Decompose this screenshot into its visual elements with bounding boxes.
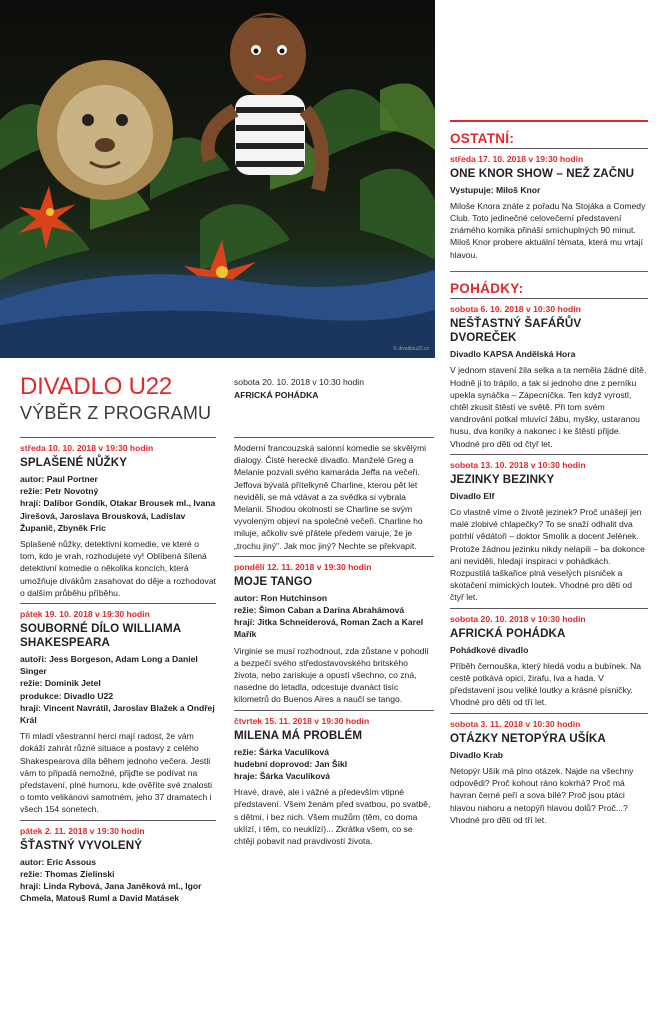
divider [20, 820, 216, 821]
event-description: Hravé, dravé, ale i vážné a především vtipné představení. Všem ženám před svatbou, po svatbě, s dětmi, i bez nich. Všem mužům (těm, co doma uklízí, i těm, co neuklízí)... Zkrátka všem, co se chtějí pobavit nad pravdivostí života. [234, 787, 431, 847]
section-divider [450, 271, 648, 273]
event-date: pátek 2. 11. 2018 v 19:30 hodin [20, 825, 145, 836]
divider [450, 454, 648, 455]
event-title: JEZINKY BEZINKY [450, 472, 555, 486]
event-title: MILENA MÁ PROBLÉM [234, 728, 363, 742]
divider [234, 710, 434, 711]
event-date: sobota 13. 10. 2018 v 10:30 hodin [450, 459, 586, 470]
event-date: čtvrtek 15. 11. 2018 v 19:30 hodin [234, 715, 370, 726]
event-credits: Vystupuje: Miloš Knor [450, 184, 541, 195]
divider [234, 556, 434, 557]
event-credits: autor: Eric Assous režie: Thomas Zielinski hrají: Linda Rybová, Jana Janěková ml., Igor Chmela, Matouš Ruml a David Matásek [20, 856, 202, 904]
event-title: SOUBORNÉ DÍLO WILLIAMA SHAKESPEARA [20, 622, 181, 650]
header-note [234, 376, 364, 401]
event-description: Virginie se musí rozhodnout, zda zůstane v pohodlí a bezpečí svého středostavovského britského života, nebo zariskuje a opustí všechno, co zná, nasedne do letadla, odcestuje dvanáct tisíc kilometrů do Buenos Aires a naučí se tango. [234, 645, 429, 705]
event-date: sobota 6. 10. 2018 v 10:30 hodin [450, 304, 581, 315]
event-credits: autor: Ron Hutchinson režie: Šimon Caban a Darina Abrahámová hrají: Jitka Schneiderová, Roman Zach a Karel Mařík [234, 592, 424, 640]
event-credits: Divadlo KAPSA Andělská Hora [450, 349, 576, 360]
column-right [450, 120, 648, 830]
divider [450, 608, 648, 609]
event-date: sobota 3. 11. 2018 v 10:30 hodin [450, 718, 581, 729]
event-date: sobota 20. 10. 2018 v 10:30 hodin [450, 613, 586, 624]
divider [450, 148, 648, 149]
event-description: Tři mladí všestranní herci mají radost, že vám dokáží zahrát různé situace a postavy z celého Shakespearova díla během jednoho večera. Jestli vám to připadá nemožné, přijďte se podívat na představení, plné humoru, kde ověříte své znalosti o tomto velikánovi samotném, jeho 37 dramatech i všech 154 sonetech. [20, 731, 213, 815]
brand-header [20, 374, 211, 424]
brand-subtitle: VÝBĚR Z PROGRAMU [20, 403, 212, 423]
event-credits: autor: Paul Portner režie: Petr Novotný hrají: Dalibor Gondík, Otakar Brousek ml., Ivana Jirešová, Jaroslava Brousková, Ladislav Županič, Zbyněk Fric [20, 474, 216, 533]
column-middle [234, 437, 434, 851]
event-description: Splašené nůžky, detektivní komedie, ve které o tom, kdo je vrah, rozhodujete vy! Oblíbená šílená detektivní komedie o několika koncích, která umožňuje divákům zasahovat do děje a rozhodovat o dalším průběhu příběhu. [20, 539, 216, 598]
event-credits: Divadlo Elf [450, 490, 495, 501]
event-date: pondělí 12. 11. 2018 v 19:30 hodin [234, 561, 372, 572]
header-note-date: sobota 20. 10. 2018 v 10:30 hodin [234, 377, 364, 387]
event-title: OTÁZKY NETOPÝRA UŠÍKA [450, 731, 606, 745]
divider [450, 713, 648, 714]
divider [20, 603, 216, 604]
section-divider [450, 120, 648, 122]
event-date: středa 10. 10. 2018 v 19:30 hodin [20, 443, 154, 453]
event-description: Netopýr Ušík má plno otázek. Najde na všechny odpovědi? Proč kohout ráno kokrhá? Proč má havran černé peří a sova bílé? Proč jsou ptáci hlavou nahoru a netopýři hlavou dolů? Proč...? Vhodné pro děti od tří let. [450, 765, 634, 825]
puppet-illustration [0, 0, 435, 358]
event-description: Co vlastně víme o životě jezinek? Proč unášejí jen malé zlobivé chlapečky? To se snaží odhalit dva potrhlí vědátoři – doktor Smolík a docent Jelének. Protože žádnou jezinku nikdy nelapili – ba dokonce ani neviděli, hledají inspiraci v pohádkách. Rozpustilá taškařice plná veselých písniček a skotačení mimických loutek. Vhodné pro děti od čtyř let. [450, 507, 645, 603]
event-credits: Pohádkové divadlo [450, 644, 529, 655]
photo-credit: © divadlou22.cz [393, 346, 429, 352]
column-left [20, 437, 216, 904]
event-title: ŠŤASTNÝ VYVOLENÝ [20, 838, 143, 852]
divider [450, 298, 648, 299]
section-heading-pohadky: POHÁDKY: [450, 281, 524, 297]
event-date: středa 17. 10. 2018 v 19:30 hodin [450, 153, 584, 164]
divider [234, 437, 434, 438]
hero-photo [0, 0, 435, 358]
header-note-title: AFRICKÁ POHÁDKA [234, 389, 319, 400]
event-title: ONE KNOR SHOW – NEŽ ZAČNU [450, 166, 635, 180]
event-description: V jednom stavení žila selka a ta neměla žádné dítě. Hodně ji to trápilo, a tak si jednoho dne z perníku upekla synáčka – Zápecníčka. Ten když vyrostl, chtěl zkusit štěstí ve světě. Při tom svém vandrování potkal mluvící žábu, myšky, ustaranou husu, dva koníky a nakonec i ke štěstí přijde. Vhodné pro děti od čtyř let. [450, 365, 647, 449]
lion-puppet [37, 60, 173, 200]
event-credits: režie: Šárka Vaculíková hudební doprovod: Jan Šikl hraje: Šárka Vaculíková [234, 746, 348, 782]
event-credits: autoři: Jess Borgeson, Adam Long a Daniel Singer režie: Dominik Jetel produkce: Divadlo U22 hrají: Vincent Navrátil, Jaroslav Blažek a Ondřej Král [20, 654, 215, 726]
divider [20, 437, 216, 438]
event-title: MOJE TANGO [234, 574, 313, 588]
event-description: Příběh černouška, který hledá vodu a bubínek. Na cestě potkává opici, žirafu, lva a hada. V představení jsou veliké loutky a krásné písničky. Vhodné pro děti od tří let. [450, 660, 642, 708]
event-title: AFRICKÁ POHÁDKA [450, 626, 566, 640]
brand-title: DIVADLO U22 [20, 373, 173, 400]
event-description: Moderní francouzská salonní komedie se skvělými dialogy. Čisté herecké divadlo. Manželé Greg a Melanie pozvali svého kamaráda Jeffa na večeři. Jeffova bývalá přítelkyně Charline, kterou pět let neviděli, se má vdávat a za svědka si vybrala Melanii. Shodou okolností se Charline se svým vyvoleným objeví na společné večeři. Charline ho miluje, ačkoliv své přátele předem varuje, že je „trochu jiný". Jak moc jiný? Nechte se překvapit. [234, 443, 427, 551]
event-description: Miloše Knora znáte z pořadu Na Stojáka a Comedy Club. Toto jedinečné celovečerní představení známého komika přináší smíchuplných 90 minut. Miloš Knor probere aktuální témata, která mu vrtají hlavou. [450, 200, 646, 260]
event-title: SPLAŠENÉ NŮŽKY [20, 456, 128, 469]
event-date: pátek 19. 10. 2018 v 19:30 hodin [20, 609, 150, 620]
event-credits: Divadlo Krab [450, 749, 504, 760]
section-heading-ostatni: OSTATNÍ: [450, 130, 515, 146]
event-title: NEŠŤASTNÝ ŠAFÁŘŮV DVOREČEK [450, 317, 582, 345]
